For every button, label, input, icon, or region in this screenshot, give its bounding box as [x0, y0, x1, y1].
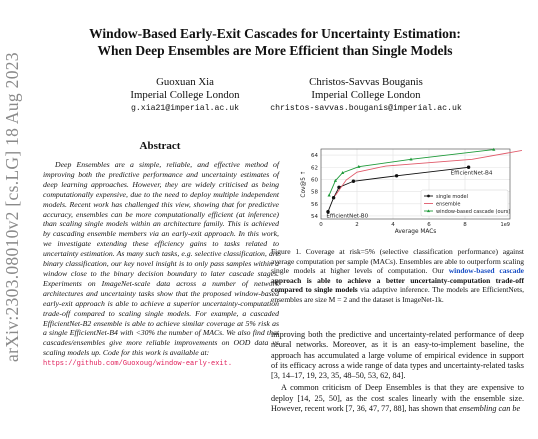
figure-1-chart — [288, 143, 522, 243]
series-point — [395, 174, 398, 177]
y-tick-label: 64 — [311, 153, 318, 160]
body-paragraph-2-italic: ensembling can be — [459, 404, 521, 414]
legend-label: ensemble — [436, 201, 461, 208]
x-tick-label: 2 — [355, 222, 359, 228]
caption-highlight: window-based cascade — [448, 266, 524, 276]
author-block-2 — [240, 76, 492, 115]
x-tick-label: 4 — [391, 222, 395, 228]
y-tick-label: 58 — [311, 189, 318, 196]
author-affiliation: Imperial College London — [130, 89, 240, 101]
body-paragraph-2 — [271, 383, 524, 414]
caption-text: Figure 1. Coverage at risk=5% (selective classification performance) against average computation per sample (MACs). Ensembles are able to outperform scaling single models at higher levels of computation. Our — [271, 247, 524, 276]
abstract-body — [43, 160, 279, 370]
body-paragraph-2-text: A common criticism of Deep Ensembles is that they are expensive to deploy [14, 25, 50], as the cost scales linearly with the ensemble size. However, recent work [7, 36, 47, 77, 88], has shown that — [271, 383, 524, 414]
body-text — [271, 330, 524, 414]
body-paragraph-1: improving both the predictive and uncertainty-related performance of deep neural networks. Moreover, as it is an easy-to-implement baseline, the approach has accumulated a large volume of empirical evidence in support of its efficacy across a wide range of data types and uncertainty-related tasks [3, 14–17, 19, 23, 35, 48–50, 53, 62, 84]. — [271, 330, 524, 381]
y-tick-label: 56 — [311, 201, 318, 208]
series-point — [352, 180, 355, 183]
author-name: Christos-Savvas Bouganis — [309, 76, 423, 88]
chart-svg — [288, 143, 522, 243]
caption-bold: approach is able to achieve a better uncertainty-computation trade-off compared to single models — [271, 275, 524, 295]
paper-title-line1: Window-Based Early-Exit Cascades for Uncertainty Estimation: — [89, 26, 461, 41]
x-tick-label: 0 — [319, 222, 323, 228]
author-email[interactable]: christos-savvas.bouganis@imperial.ac.uk — [270, 104, 462, 113]
abstract-text: Deep Ensembles are a simple, reliable, and effective method of improving both the predictive performance and uncertainty estimates of deep learning approaches. However, they are widely criticised as being computationally expensive, due to the need to deploy multiple independent models. Recent work has challenged this view, showing that for predictive accuracy, ensembles can be more computationally efficient (at inference) than scaling single models within an architecture family. This is achieved by cascading ensemble members via an early-exit approach. In this work, we investigate extending these efficiency gains to tasks related to uncertainty estimation. As many such tasks, e.g. selective classification, are binary classification, our key novel insight is to only pass samples within a window close to the binary decision boundary to later cascade stages. Experiments on ImageNet-scale data across a number of network architectures and uncertainty tasks show that the proposed window-based early-exit approach is able to achieve a superior uncertainty-computation trade-off compared to scaling single models. For example, a cascaded EfficientNet-B2 ensemble is able to achieve similar coverage at 5% risk as a single EfficientNet-B4 with <30% the number of MACs. We also find that cascades/ensembles give more reliable improvements on OOD data vs scaling models up. Code for this work is available at: — [43, 160, 279, 358]
series-point — [332, 196, 335, 199]
code-link[interactable]: https://github.com/Guoxoug/window-early-exit. — [43, 360, 233, 369]
author-email[interactable]: g.xia21@imperial.ac.uk — [130, 104, 240, 113]
legend-label: window-based cascade (ours) — [436, 208, 511, 215]
abstract-heading: Abstract — [139, 140, 181, 152]
paper-title-line2: When Deep Ensembles are More Efficient than Single Models — [97, 43, 453, 58]
series-point — [328, 193, 331, 196]
y-axis-label: Cov@5 ↑ — [301, 170, 307, 198]
x-exponent-label: 1e9 — [500, 222, 510, 228]
caption-text-end: via adaptive inference. The models are EfficientNets, ensembles are size M = 2 and the dataset is ImageNet-1k. — [271, 285, 525, 304]
x-tick-label: 6 — [427, 222, 431, 228]
figure-caption — [271, 247, 524, 305]
x-tick-label: 8 — [463, 222, 467, 228]
legend-label: single model — [436, 193, 468, 200]
chart-annotation: EfficientNet-B0 — [326, 213, 369, 220]
author-affiliation: Imperial College London — [311, 89, 421, 101]
x-axis-label: Average MACs — [394, 229, 437, 235]
legend-marker — [427, 195, 430, 198]
y-tick-label: 54 — [311, 213, 318, 220]
y-tick-label: 62 — [311, 165, 318, 172]
y-tick-label: 60 — [311, 177, 318, 184]
chart-annotation: EfficientNet-B4 — [450, 170, 493, 177]
series-point — [467, 166, 470, 169]
author-name: Guoxuan Xia — [156, 76, 214, 88]
arxiv-identifier: arXiv:2303.08010v2 [cs.LG] 18 Aug 2023 — [2, 52, 22, 362]
